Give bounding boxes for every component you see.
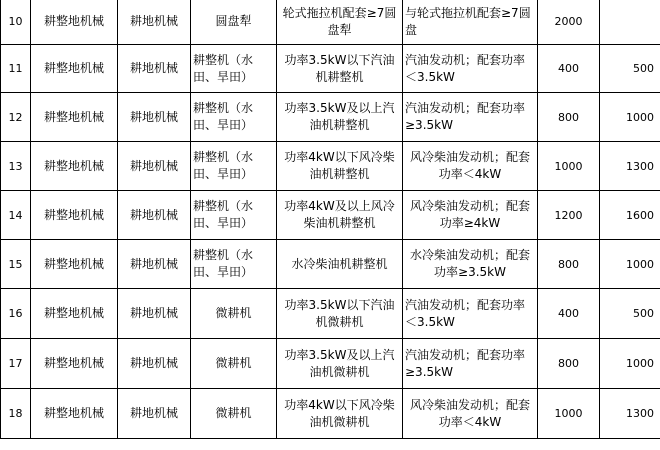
category-cell: 耕整地机械	[31, 289, 118, 339]
table-row	[1, 93, 660, 142]
subsidy2-cell	[600, 0, 660, 45]
item-cell: 微耕机	[191, 389, 277, 439]
category-cell: 耕整地机械	[31, 191, 118, 240]
config-cell: 风冷柴油发动机；配套功率≥4kW	[403, 191, 538, 240]
config-cell: 与轮式拖拉机配套≥7圆盘	[403, 0, 538, 45]
subcategory-cell: 耕地机械	[118, 240, 191, 289]
table-body	[1, 0, 660, 439]
subcategory-cell: 耕地机械	[118, 45, 191, 93]
row-number: 13	[1, 142, 31, 191]
spec-cell: 功率4kW及以上风冷柴油机耕整机	[277, 191, 403, 240]
subcategory-cell: 耕地机械	[118, 191, 191, 240]
subsidy1-cell: 800	[538, 93, 600, 142]
table-row	[1, 0, 660, 45]
table-row	[1, 142, 660, 191]
subsidy2-cell: 1000	[600, 93, 660, 142]
subcategory-cell: 耕地机械	[118, 339, 191, 389]
item-cell: 耕整机（水田、旱田）	[191, 45, 277, 93]
row-number: 11	[1, 45, 31, 93]
config-cell: 风冷柴油发动机；配套功率＜4kW	[403, 142, 538, 191]
subcategory-cell: 耕地机械	[118, 0, 191, 45]
spec-cell: 功率3.5kW以下汽油机微耕机	[277, 289, 403, 339]
subcategory-cell: 耕地机械	[118, 142, 191, 191]
subsidy2-cell: 1300	[600, 142, 660, 191]
table-row	[1, 45, 660, 93]
spec-cell: 轮式拖拉机配套≥7圆盘犁	[277, 0, 403, 45]
item-cell: 耕整机（水田、旱田）	[191, 142, 277, 191]
config-cell: 风冷柴油发动机；配套功率＜4kW	[403, 389, 538, 439]
subsidy2-cell: 1300	[600, 389, 660, 439]
row-number: 15	[1, 240, 31, 289]
config-cell: 汽油发动机；配套功率＜3.5kW	[403, 289, 538, 339]
subsidy2-cell: 1000	[600, 339, 660, 389]
subsidy2-cell: 500	[600, 45, 660, 93]
category-cell: 耕整地机械	[31, 339, 118, 389]
spec-cell: 功率4kW以下风冷柴油机耕整机	[277, 142, 403, 191]
subsidy2-cell: 500	[600, 289, 660, 339]
subsidy1-cell: 1000	[538, 389, 600, 439]
row-number: 10	[1, 0, 31, 45]
subsidy1-cell: 1000	[538, 142, 600, 191]
category-cell: 耕整地机械	[31, 45, 118, 93]
spec-cell: 功率3.5kW及以上汽油机耕整机	[277, 93, 403, 142]
subsidy1-cell: 400	[538, 45, 600, 93]
table-row	[1, 289, 660, 339]
subcategory-cell: 耕地机械	[118, 289, 191, 339]
subsidy1-cell: 800	[538, 240, 600, 289]
row-number: 14	[1, 191, 31, 240]
subsidy1-cell: 400	[538, 289, 600, 339]
category-cell: 耕整地机械	[31, 389, 118, 439]
item-cell: 圆盘犁	[191, 0, 277, 45]
row-number: 12	[1, 93, 31, 142]
table-row	[1, 191, 660, 240]
category-cell: 耕整地机械	[31, 93, 118, 142]
spec-cell: 功率4kW以下风冷柴油机微耕机	[277, 389, 403, 439]
spec-cell: 水冷柴油机耕整机	[277, 240, 403, 289]
category-cell: 耕整地机械	[31, 0, 118, 45]
item-cell: 耕整机（水田、旱田）	[191, 191, 277, 240]
item-cell: 耕整机（水田、旱田）	[191, 93, 277, 142]
subsidy2-cell: 1600	[600, 191, 660, 240]
category-cell: 耕整地机械	[31, 240, 118, 289]
table-row	[1, 339, 660, 389]
spec-cell: 功率3.5kW及以上汽油机微耕机	[277, 339, 403, 389]
subcategory-cell: 耕地机械	[118, 389, 191, 439]
config-cell: 汽油发动机；配套功率≥3.5kW	[403, 339, 538, 389]
subsidy1-cell: 800	[538, 339, 600, 389]
subsidy2-cell: 1000	[600, 240, 660, 289]
subsidy1-cell: 1200	[538, 191, 600, 240]
config-cell: 水冷柴油发动机；配套功率≥3.5kW	[403, 240, 538, 289]
item-cell: 耕整机（水田、旱田）	[191, 240, 277, 289]
spec-cell: 功率3.5kW以下汽油机耕整机	[277, 45, 403, 93]
row-number: 18	[1, 389, 31, 439]
item-cell: 微耕机	[191, 339, 277, 389]
table-row	[1, 240, 660, 289]
item-cell: 微耕机	[191, 289, 277, 339]
table-row	[1, 389, 660, 439]
config-cell: 汽油发动机；配套功率≥3.5kW	[403, 93, 538, 142]
subcategory-cell: 耕地机械	[118, 93, 191, 142]
config-cell: 汽油发动机；配套功率＜3.5kW	[403, 45, 538, 93]
category-cell: 耕整地机械	[31, 142, 118, 191]
row-number: 16	[1, 289, 31, 339]
row-number: 17	[1, 339, 31, 389]
subsidy1-cell: 2000	[538, 0, 600, 45]
